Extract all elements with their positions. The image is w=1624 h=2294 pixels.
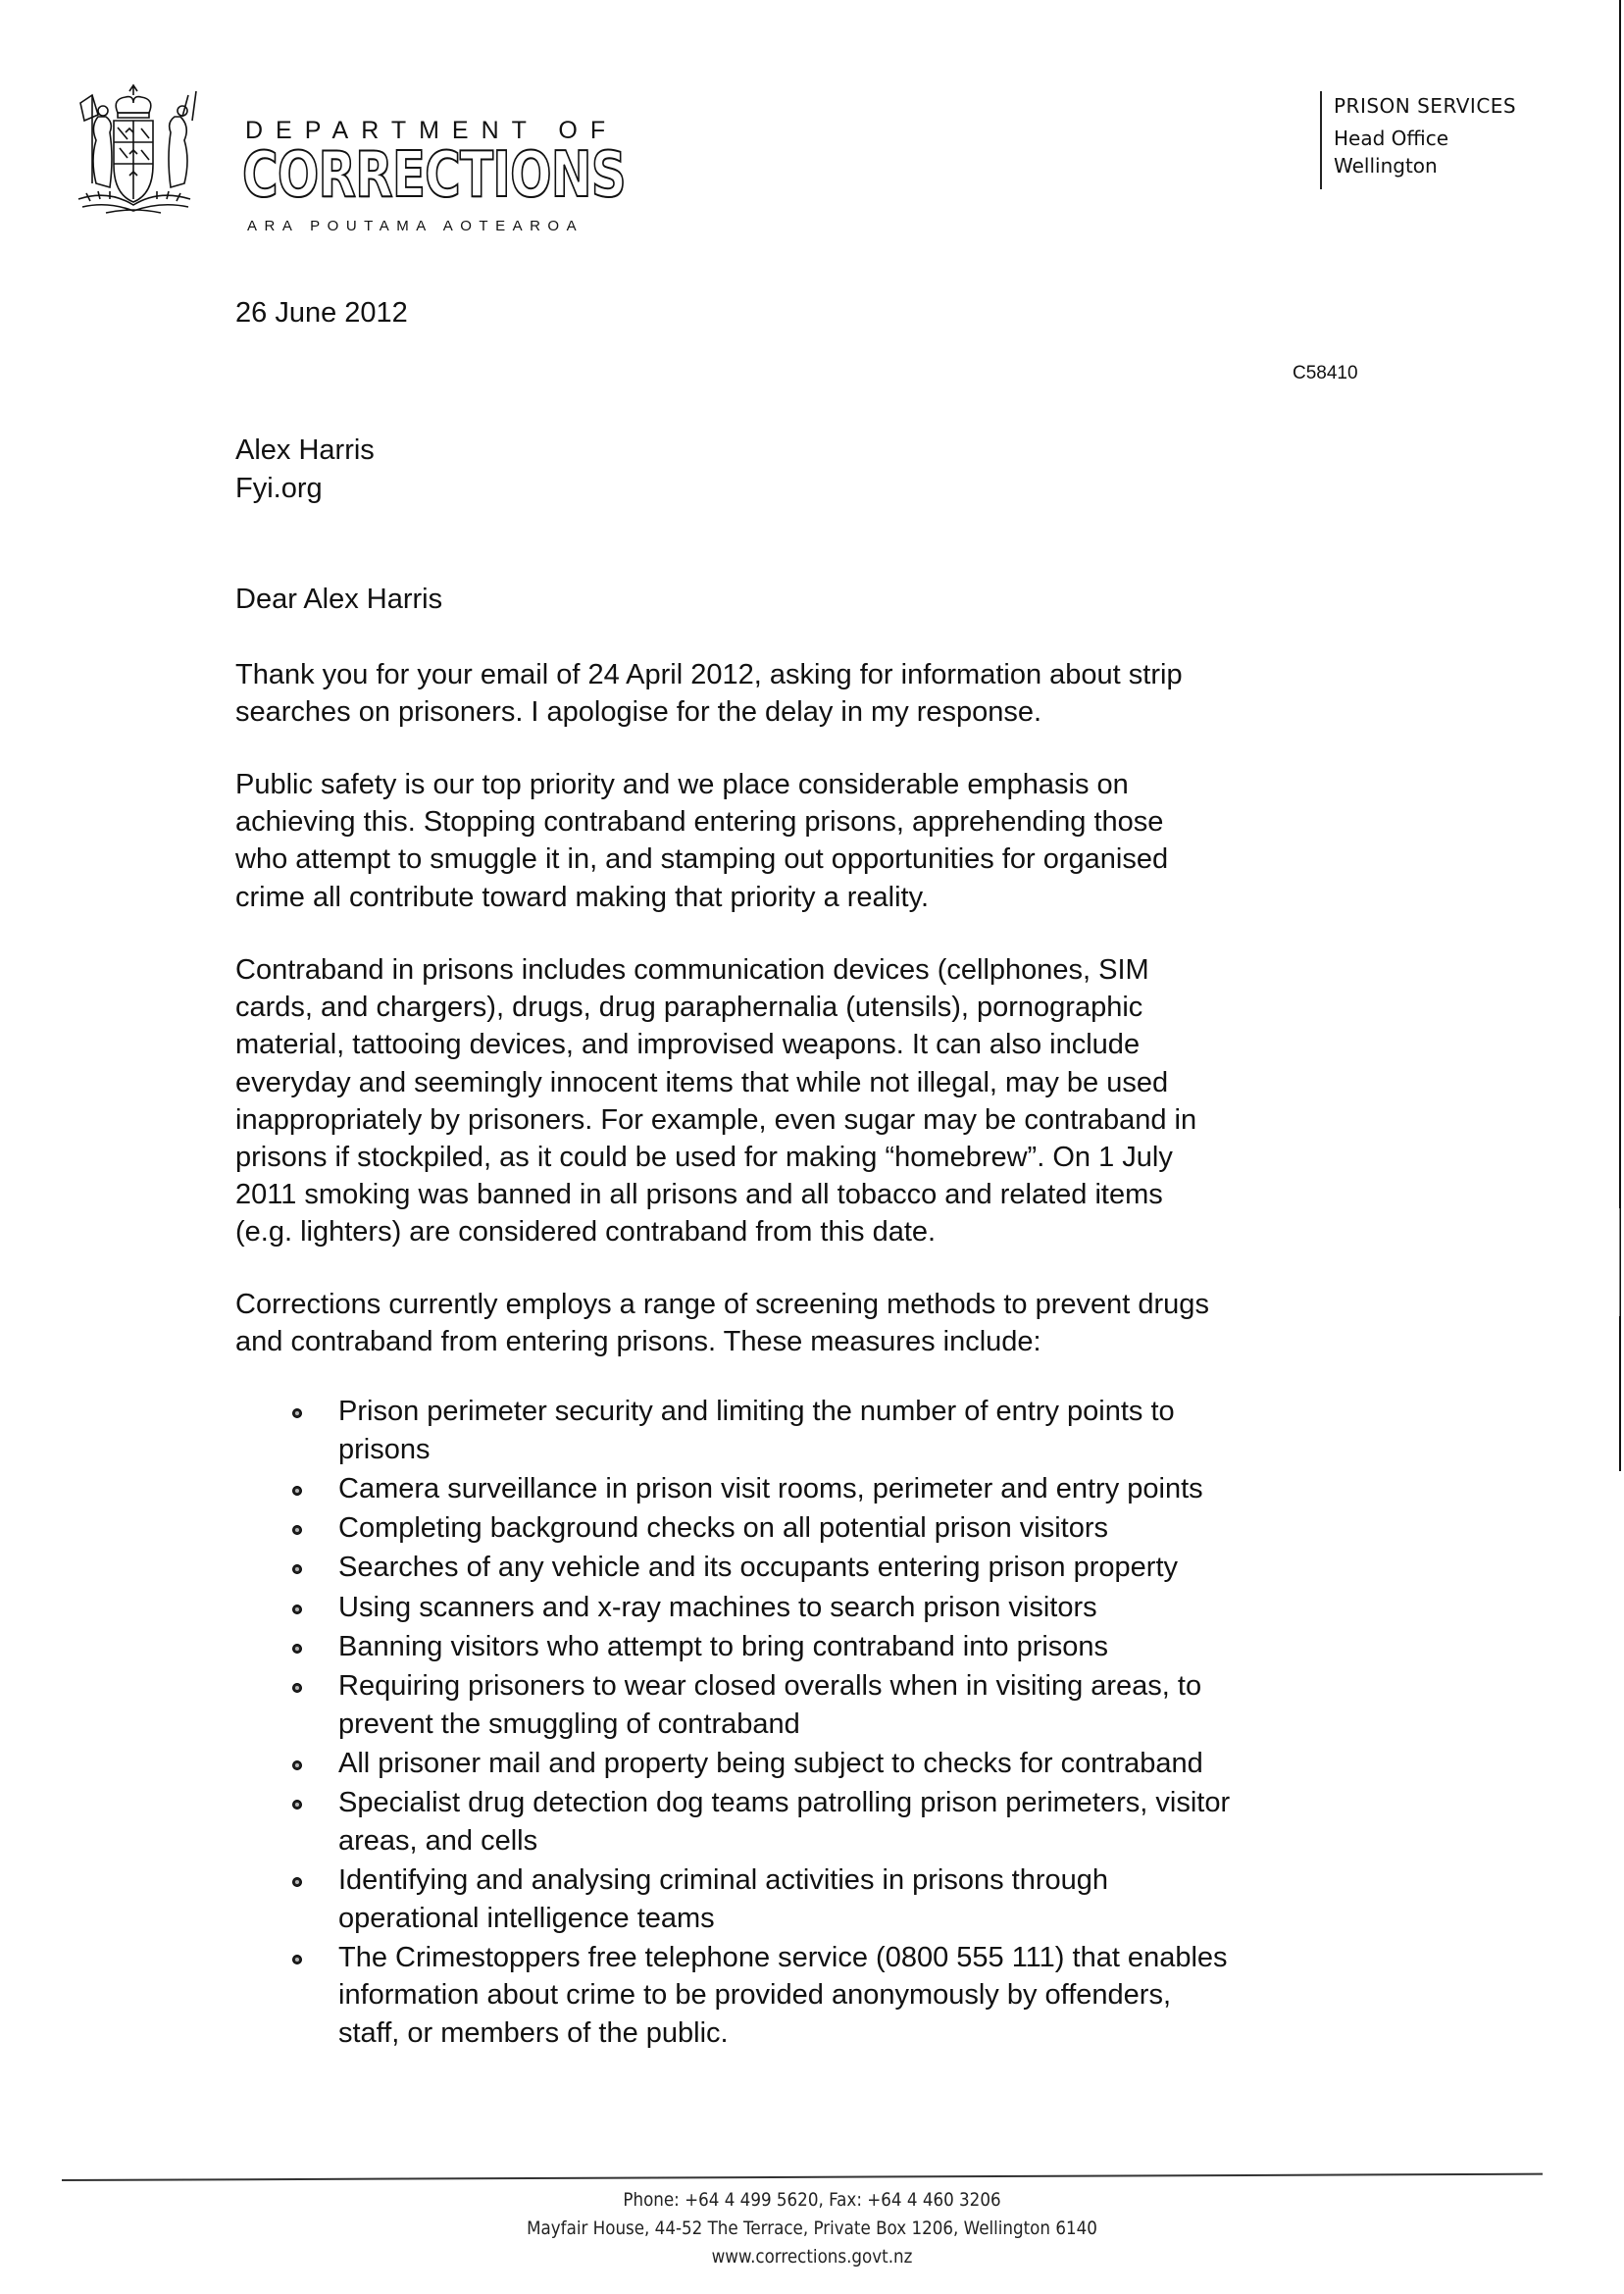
paragraph-line: (e.g. lighters) are considered contraband from this date. <box>235 1216 937 1249</box>
department-logo <box>71 83 626 234</box>
paragraph-2 <box>235 766 1168 916</box>
office-division: PRISON SERVICES <box>1334 94 1517 118</box>
bullet-icon <box>292 1564 302 1574</box>
list-item-line: Searches of any vehicle and its occupants entering prison property <box>338 1552 1178 1584</box>
list-item-line: Completing background checks on all potential prison visitors <box>338 1512 1109 1545</box>
paragraph-line: Public safety is our top priority and we place considerable emphasis on <box>235 769 1129 800</box>
list-item-line: All prisoner mail and property being subject to checks for contraband <box>338 1748 1203 1780</box>
bullet-icon <box>292 1760 302 1770</box>
paragraph-4 <box>235 1286 1209 1360</box>
nz-coat-of-arms-icon <box>71 83 218 221</box>
list-item-line: prisons <box>338 1433 431 1465</box>
scan-edge-artifact <box>1619 1208 1620 1316</box>
list-item <box>235 1549 1510 1587</box>
list-item-line: Using scanners and x-ray machines to search prison visitors <box>338 1591 1097 1623</box>
list-item <box>235 1393 1510 1468</box>
list-item <box>235 1861 1510 1937</box>
logo-corrections: CORRECTIONS <box>242 139 626 212</box>
paragraph-line: crime all contribute toward making that priority a reality. <box>235 881 930 913</box>
logo-department-of: DEPARTMENT OF <box>245 117 619 144</box>
list-item-line: Requiring prisoners to wear closed overalls when in visiting areas, to <box>338 1670 1202 1703</box>
bullet-icon <box>292 1683 302 1693</box>
list-item-line: operational intelligence teams <box>338 1902 715 1934</box>
office-line-2: Wellington <box>1334 154 1438 178</box>
list-item <box>235 1667 1510 1743</box>
list-item <box>235 1628 1510 1666</box>
list-item <box>235 1745 1510 1783</box>
paragraph-line: Contraband in prisons includes communication devices (cellphones, SIM <box>235 954 1149 986</box>
list-item <box>235 1784 1510 1860</box>
measures-list <box>235 1393 1510 2054</box>
bullet-icon <box>292 1800 302 1810</box>
list-item <box>235 1589 1510 1627</box>
list-item-line: information about crime to be provided anonymously by offenders, <box>338 1979 1172 2012</box>
paragraph-line: searches on prisoners. I apologise for the delay in my response. <box>235 696 1042 729</box>
office-line-1: Head Office <box>1334 127 1449 150</box>
list-item-line: prevent the smuggling of contraband <box>338 1708 800 1740</box>
list-item-line: Prison perimeter security and limiting the number of entry points to <box>338 1396 1175 1427</box>
footer-website[interactable]: www.corrections.govt.nz <box>711 2246 913 2268</box>
list-item <box>235 1939 1510 2053</box>
paragraph-line: cards, and chargers), drugs, drug paraphernalia (utensils), pornographic <box>235 992 1143 1024</box>
salutation: Dear Alex Harris <box>235 584 443 615</box>
bullet-icon <box>292 1486 302 1496</box>
bullet-icon <box>292 1877 302 1887</box>
footer-divider <box>62 2173 1543 2181</box>
office-block <box>1320 91 1516 189</box>
bullet-icon <box>292 1955 302 1964</box>
paragraph-line: prisons if stockpiled, as it could be used for making “homebrew”. On 1 July <box>235 1142 1173 1174</box>
bullet-icon <box>292 1408 302 1418</box>
paragraph-3 <box>235 951 1196 1251</box>
list-item-line: staff, or members of the public. <box>338 2016 729 2049</box>
recipient-organisation: Fyi.org <box>235 473 323 504</box>
paragraph-line: Corrections currently employs a range of screening methods to prevent drugs <box>235 1289 1209 1320</box>
letter-date: 26 June 2012 <box>235 297 408 329</box>
list-item-line: Identifying and analysing criminal activities in prisons through <box>338 1864 1109 1897</box>
paragraph-line: and contraband from entering prisons. These measures include: <box>235 1326 1041 1358</box>
letter-reference: C58410 <box>1293 363 1358 383</box>
paragraph-1 <box>235 656 1183 731</box>
logo-maori-name: ARA POUTAMA AOTEAROA <box>247 218 584 234</box>
list-item-line: Specialist drug detection dog teams patrolling prison perimeters, visitor <box>338 1787 1231 1819</box>
list-item-line: Banning visitors who attempt to bring contraband into prisons <box>338 1630 1109 1662</box>
bullet-icon <box>292 1644 302 1654</box>
list-item-line: areas, and cells <box>338 1824 538 1857</box>
list-item-line: The Crimestoppers free telephone service (0800 555 111) that enables <box>338 1941 1228 1973</box>
paragraph-line: 2011 smoking was banned in all prisons and all tobacco and related items <box>235 1179 1163 1211</box>
paragraph-line: Thank you for your email of 24 April 2012, asking for information about strip <box>235 659 1183 690</box>
bullet-icon <box>292 1525 302 1535</box>
paragraph-line: material, tattooing devices, and improvised weapons. It can also include <box>235 1029 1141 1061</box>
paragraph-line: who attempt to smuggle it in, and stamping out opportunities for organised <box>235 843 1169 876</box>
footer-address: Mayfair House, 44-52 The Terrace, Private Box 1206, Wellington 6140 <box>527 2218 1097 2239</box>
list-item-line: Camera surveillance in prison visit rooms, perimeter and entry points <box>338 1472 1203 1504</box>
recipient-name: Alex Harris <box>235 434 375 466</box>
bullet-icon <box>292 1605 302 1614</box>
footer-contact: Phone: +64 4 499 5620, Fax: +64 4 460 3206 <box>623 2189 1001 2211</box>
paragraph-line: achieving this. Stopping contraband entering prisons, apprehending those <box>235 806 1164 839</box>
paragraph-line: inappropriately by prisoners. For example, even sugar may be contraband in <box>235 1103 1197 1136</box>
list-item <box>235 1470 1510 1508</box>
paragraph-line: everyday and seemingly innocent items that while not illegal, may be used <box>235 1066 1169 1098</box>
list-item <box>235 1509 1510 1548</box>
